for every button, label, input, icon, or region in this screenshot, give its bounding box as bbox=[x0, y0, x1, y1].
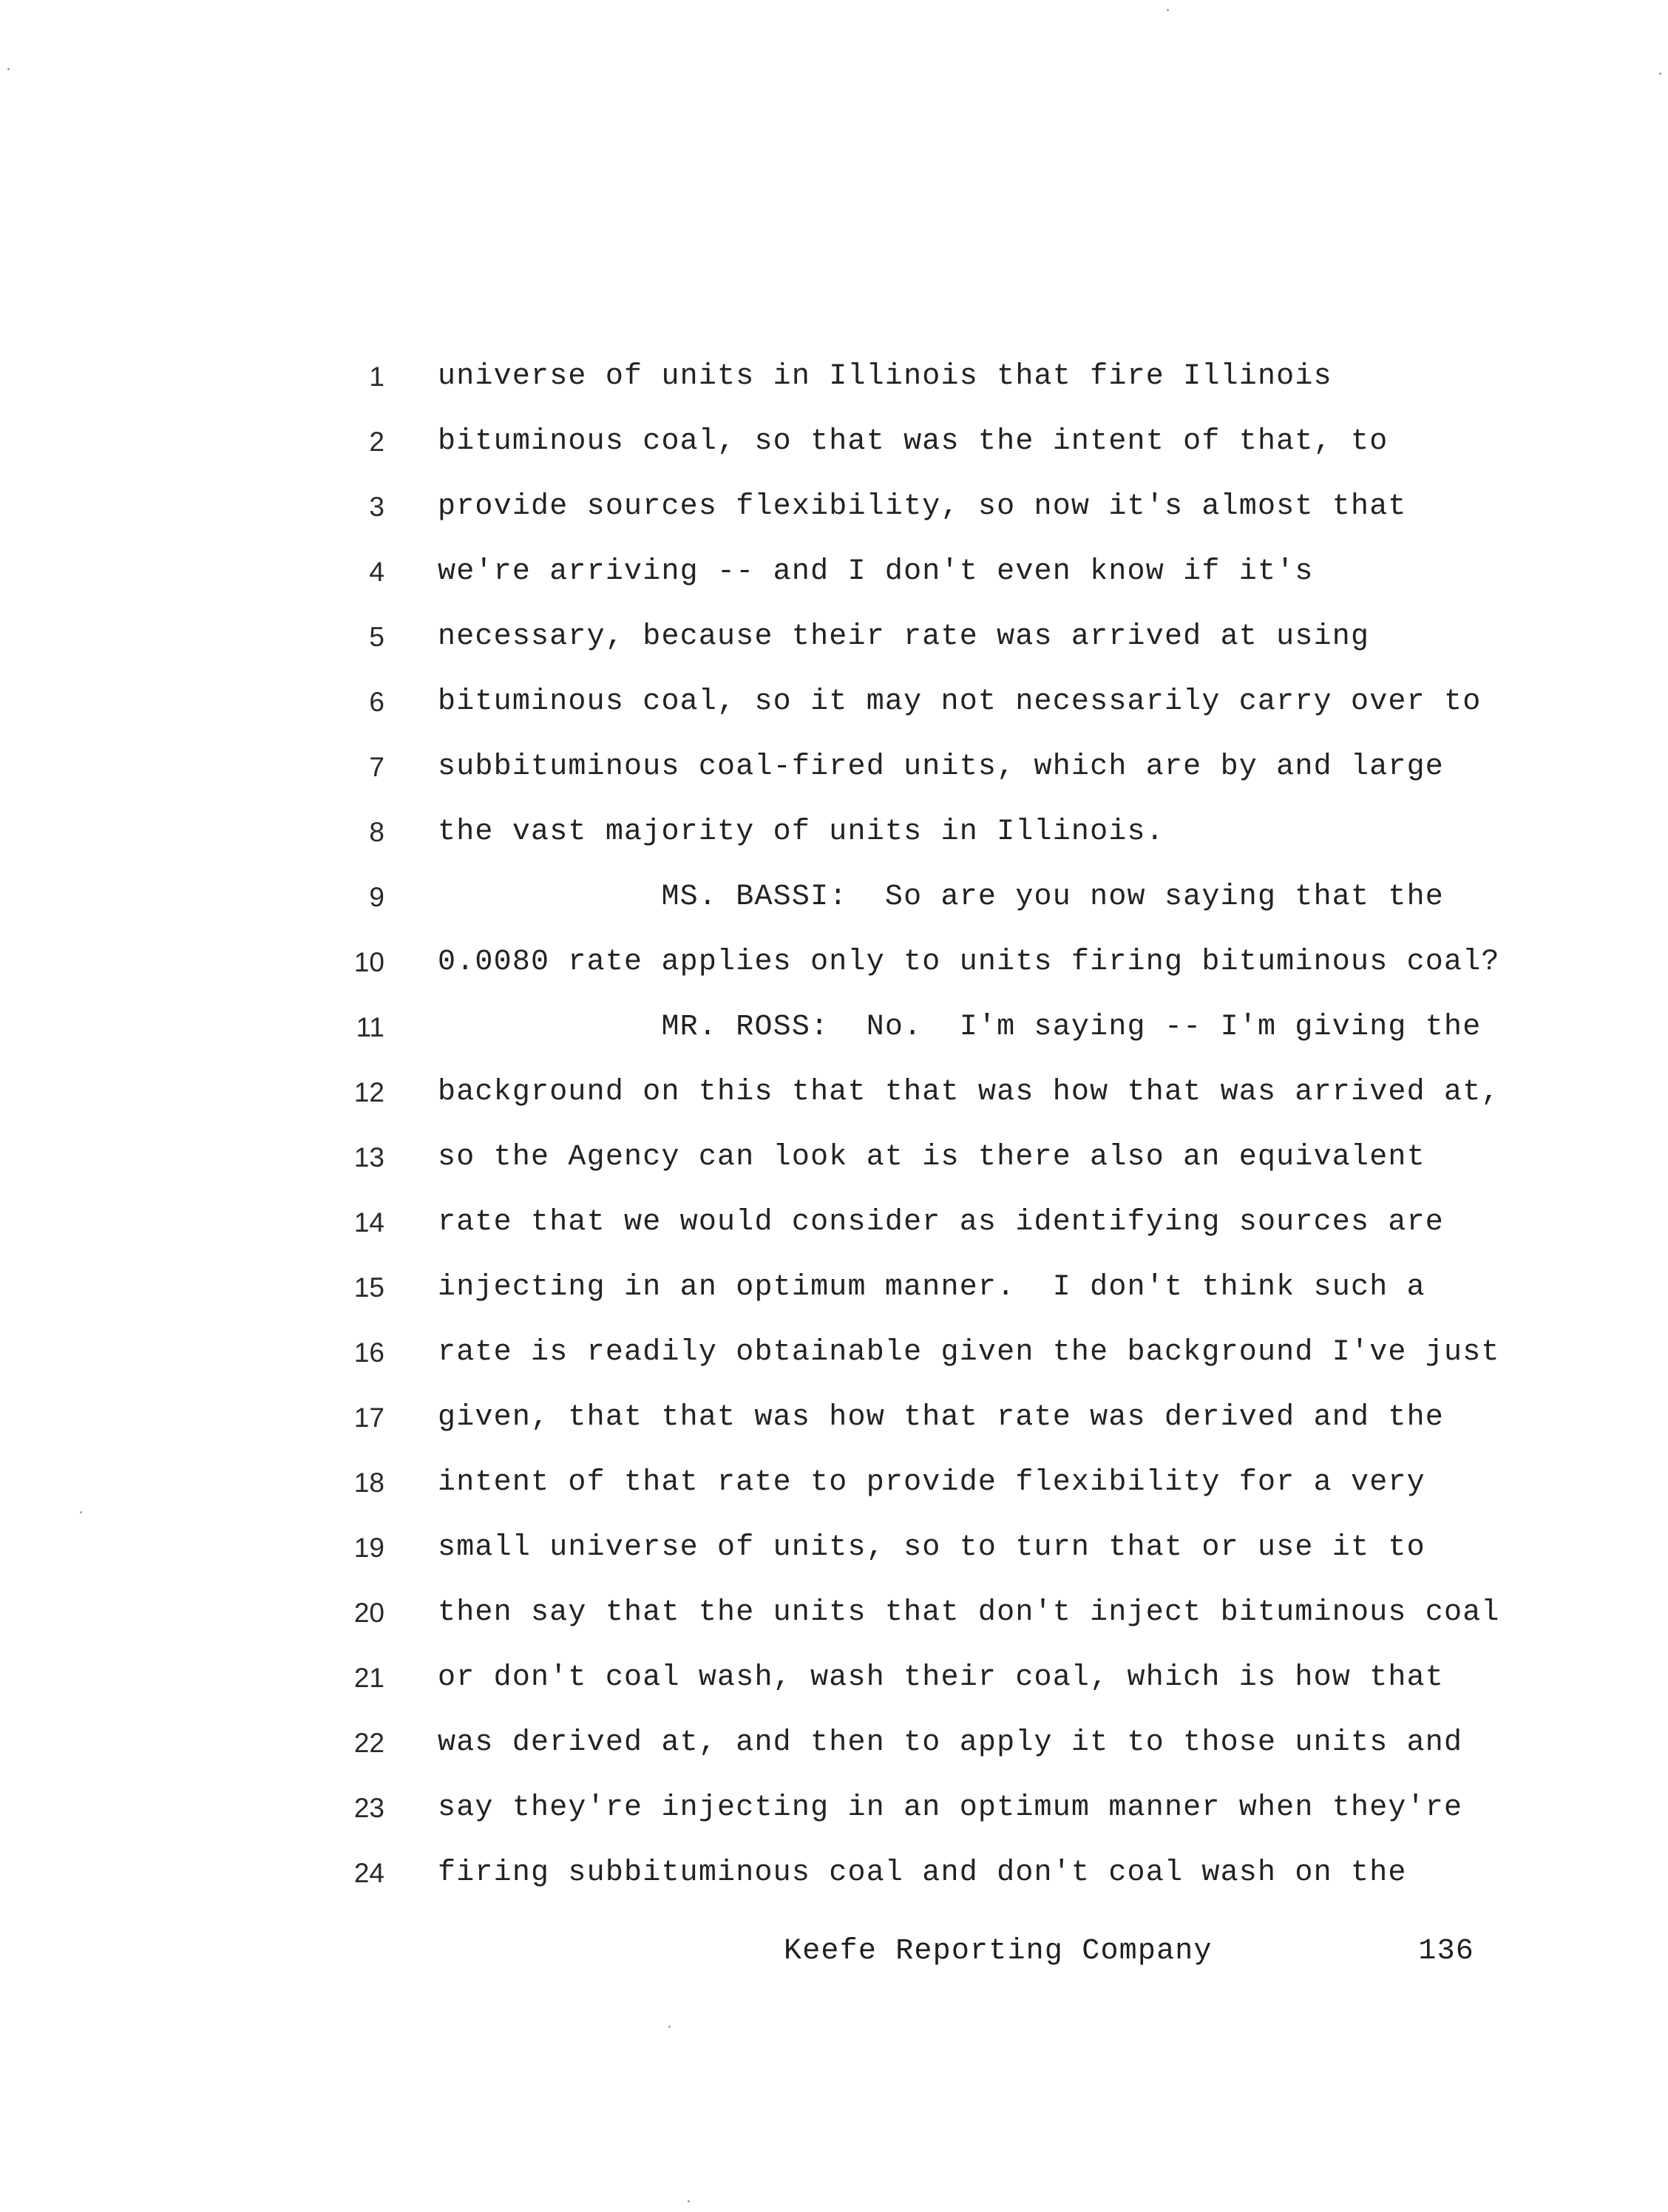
line-number: 22 bbox=[353, 1728, 384, 1758]
transcript-line bbox=[0, 1255, 1668, 1320]
line-text: MR. ROSS: No. I'm saying -- I'm giving the bbox=[438, 1011, 1482, 1044]
scan-speck bbox=[1659, 72, 1661, 75]
line-text: rate is readily obtainable given the background I've just bbox=[438, 1336, 1500, 1369]
line-number: 11 bbox=[356, 1012, 384, 1042]
line-text: or don't coal wash, wash their coal, which is how that bbox=[438, 1661, 1445, 1694]
line-number: 18 bbox=[353, 1468, 384, 1498]
transcript-line bbox=[0, 1776, 1668, 1841]
line-text: the vast majority of units in Illinois. bbox=[438, 815, 1164, 849]
line-text: background on this that that was how that was arrived at, bbox=[438, 1076, 1500, 1109]
line-text: was derived at, and then to apply it to those units and bbox=[438, 1726, 1463, 1760]
scan-speck bbox=[1167, 9, 1169, 11]
line-number: 9 bbox=[369, 882, 384, 912]
scan-speck bbox=[688, 2200, 690, 2202]
line-number: 7 bbox=[369, 752, 384, 782]
transcript-line bbox=[0, 1646, 1668, 1711]
line-text: intent of that rate to provide flexibility for a very bbox=[438, 1466, 1425, 1499]
line-number: 10 bbox=[353, 947, 384, 977]
transcript-line bbox=[0, 735, 1668, 800]
scan-speck bbox=[668, 2026, 671, 2028]
transcript-line bbox=[0, 1516, 1668, 1581]
line-number: 4 bbox=[369, 557, 384, 587]
transcript-line bbox=[0, 1451, 1668, 1516]
line-text: 0.0080 rate applies only to units firing bituminous coal? bbox=[438, 946, 1500, 979]
line-text: bituminous coal, so that was the intent of that, to bbox=[438, 425, 1389, 458]
line-number: 16 bbox=[353, 1337, 384, 1368]
line-number: 3 bbox=[369, 492, 384, 522]
transcript-line bbox=[0, 1711, 1668, 1776]
line-text: provide sources flexibility, so now it's almost that bbox=[438, 490, 1407, 523]
reporter-company-name: Keefe Reporting Company bbox=[784, 1935, 1213, 1968]
line-text: injecting in an optimum manner. I don't think such a bbox=[438, 1271, 1425, 1304]
line-text: firing subbituminous coal and don't coal wash on the bbox=[438, 1856, 1407, 1890]
transcript-line bbox=[0, 475, 1668, 540]
transcript-line bbox=[0, 345, 1668, 410]
line-number: 12 bbox=[353, 1077, 384, 1107]
transcript-line bbox=[0, 800, 1668, 865]
transcript-line bbox=[0, 1125, 1668, 1190]
line-number: 1 bbox=[369, 362, 384, 392]
line-text: given, that that was how that rate was derived and the bbox=[438, 1401, 1445, 1434]
transcript-line bbox=[0, 410, 1668, 475]
line-number: 15 bbox=[353, 1272, 384, 1303]
line-number: 2 bbox=[369, 427, 384, 457]
transcript-line bbox=[0, 995, 1668, 1060]
line-text: then say that the units that don't inject bituminous coal bbox=[438, 1596, 1500, 1629]
line-number: 5 bbox=[369, 622, 384, 652]
line-number: 23 bbox=[353, 1793, 384, 1823]
transcript-line bbox=[0, 1385, 1668, 1451]
line-number: 14 bbox=[353, 1207, 384, 1238]
line-number: 20 bbox=[353, 1598, 384, 1628]
transcript-line bbox=[0, 1320, 1668, 1385]
transcript-line bbox=[0, 930, 1668, 995]
transcript-line bbox=[0, 605, 1668, 670]
transcript-line bbox=[0, 1581, 1668, 1646]
line-text: rate that we would consider as identifying sources are bbox=[438, 1206, 1445, 1239]
line-number: 8 bbox=[369, 817, 384, 847]
line-text: MS. BASSI: So are you now saying that the bbox=[438, 881, 1445, 914]
transcript-line bbox=[0, 865, 1668, 930]
line-number: 24 bbox=[353, 1858, 384, 1888]
scan-speck bbox=[80, 1511, 82, 1513]
line-text: we're arriving -- and I don't even know if it's bbox=[438, 555, 1314, 588]
line-number: 17 bbox=[353, 1402, 384, 1433]
transcript-line bbox=[0, 670, 1668, 735]
line-text: say they're injecting in an optimum manner when they're bbox=[438, 1791, 1463, 1825]
page-footer bbox=[0, 1922, 1668, 1981]
scan-speck bbox=[7, 68, 10, 70]
transcript-line bbox=[0, 1841, 1668, 1906]
line-number: 6 bbox=[369, 687, 384, 717]
transcript-line bbox=[0, 1060, 1668, 1125]
line-text: necessary, because their rate was arrived at using bbox=[438, 620, 1370, 654]
line-number: 21 bbox=[353, 1663, 384, 1693]
line-text: universe of units in Illinois that fire Illinois bbox=[438, 360, 1332, 393]
line-number: 19 bbox=[353, 1533, 384, 1563]
line-text: bituminous coal, so it may not necessarily carry over to bbox=[438, 685, 1482, 719]
transcript-line bbox=[0, 540, 1668, 605]
line-text: subbituminous coal-fired units, which are by and large bbox=[438, 750, 1445, 784]
line-text: so the Agency can look at is there also an equivalent bbox=[438, 1141, 1425, 1174]
line-text: small universe of units, so to turn that or use it to bbox=[438, 1531, 1425, 1564]
page-number: 136 bbox=[1418, 1935, 1474, 1968]
transcript-line bbox=[0, 1190, 1668, 1255]
line-number: 13 bbox=[353, 1142, 384, 1173]
